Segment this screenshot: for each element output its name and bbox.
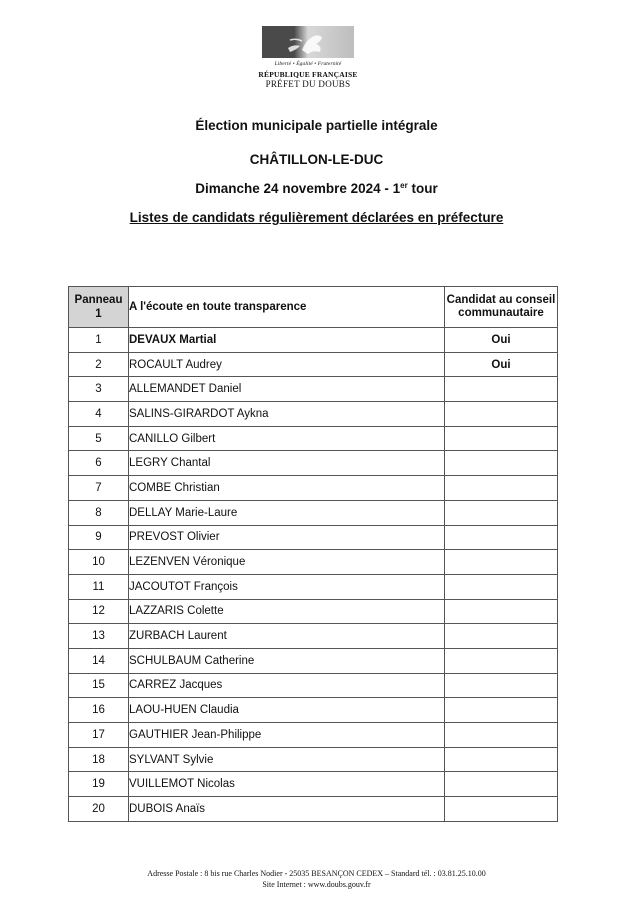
table-row — [69, 747, 558, 772]
conseil-header-line1: Candidat au conseil — [446, 294, 556, 306]
candidate-name: CARREZ Jacques — [129, 673, 445, 698]
candidate-number: 1 — [69, 328, 129, 353]
table-row — [69, 698, 558, 723]
table-row — [69, 500, 558, 525]
conseil-communautaire-cell — [445, 797, 558, 822]
candidate-number: 19 — [69, 772, 129, 797]
election-date — [0, 181, 633, 196]
table-row — [69, 624, 558, 649]
candidate-number: 4 — [69, 402, 129, 427]
conseil-communautaire-cell — [445, 599, 558, 624]
table-row — [69, 402, 558, 427]
list-name: A l'écoute en toute transparence — [129, 287, 445, 328]
election-title: Élection municipale partielle intégrale — [195, 118, 438, 133]
conseil-communautaire-cell — [445, 426, 558, 451]
table-row — [69, 772, 558, 797]
candidate-number: 5 — [69, 426, 129, 451]
table-row — [69, 525, 558, 550]
conseil-communautaire-cell — [445, 698, 558, 723]
footer-website: Site Internet : www.doubs.gouv.fr — [262, 880, 371, 889]
table-row — [69, 451, 558, 476]
candidate-number: 16 — [69, 698, 129, 723]
conseil-communautaire-cell — [445, 648, 558, 673]
marianne-logo-icon — [262, 26, 354, 58]
candidate-name: LEGRY Chantal — [129, 451, 445, 476]
candidate-name: ROCAULT Audrey — [129, 352, 445, 377]
candidate-name: DUBOIS Anaïs — [129, 797, 445, 822]
table-row — [69, 426, 558, 451]
candidate-name: LEZENVEN Véronique — [129, 550, 445, 575]
table-row — [69, 574, 558, 599]
candidate-number: 17 — [69, 723, 129, 748]
candidate-number: 10 — [69, 550, 129, 575]
conseil-communautaire-cell — [445, 377, 558, 402]
table-row — [69, 550, 558, 575]
conseil-communautaire-cell — [445, 402, 558, 427]
candidate-name: LAZZARIS Colette — [129, 599, 445, 624]
footer-address: Adresse Postale : 8 bis rue Charles Nodier - 25035 BESANÇON CEDEX – Standard tél. : 03.81.25.10.00 — [147, 869, 486, 878]
panneau-header — [69, 287, 129, 328]
candidate-number: 20 — [69, 797, 129, 822]
candidate-name: SALINS-GIRARDOT Aykna — [129, 402, 445, 427]
candidate-number: 14 — [69, 648, 129, 673]
conseil-communautaire-cell — [445, 673, 558, 698]
candidate-name: VUILLEMOT Nicolas — [129, 772, 445, 797]
candidate-number: 11 — [69, 574, 129, 599]
table-row — [69, 797, 558, 822]
candidate-name: SYLVANT Sylvie — [129, 747, 445, 772]
candidate-number: 9 — [69, 525, 129, 550]
table-row — [69, 648, 558, 673]
conseil-communautaire-cell — [445, 723, 558, 748]
conseil-communautaire-cell — [445, 747, 558, 772]
candidate-name: LAOU-HUEN Claudia — [129, 698, 445, 723]
conseil-communautaire-cell — [445, 476, 558, 501]
prefecture-logo — [255, 26, 361, 89]
conseil-header-line2: communautaire — [458, 307, 544, 319]
date-tail: tour — [407, 181, 438, 196]
conseil-communautaire-cell: Oui — [445, 328, 558, 353]
conseil-header — [445, 287, 558, 328]
candidate-name: DELLAY Marie-Laure — [129, 500, 445, 525]
candidate-name: DEVAUX Martial — [129, 328, 445, 353]
candidate-name: COMBE Christian — [129, 476, 445, 501]
conseil-communautaire-cell — [445, 525, 558, 550]
table-row — [69, 673, 558, 698]
candidate-name: CANILLO Gilbert — [129, 426, 445, 451]
table-row — [69, 377, 558, 402]
candidate-number: 3 — [69, 377, 129, 402]
table-header-row — [69, 287, 558, 328]
lists-subtitle: Listes de candidats régulièrement déclarées en préfecture — [129, 210, 504, 225]
candidate-number: 2 — [69, 352, 129, 377]
candidate-name: JACOUTOT François — [129, 574, 445, 599]
candidate-name: ALLEMANDET Daniel — [129, 377, 445, 402]
date-main: Dimanche 24 novembre 2024 - 1 — [195, 181, 401, 196]
candidate-number: 6 — [69, 451, 129, 476]
table-row — [69, 328, 558, 353]
candidate-name: SCHULBAUM Catherine — [129, 648, 445, 673]
candidate-number: 7 — [69, 476, 129, 501]
table-row — [69, 476, 558, 501]
candidate-name: ZURBACH Laurent — [129, 624, 445, 649]
conseil-communautaire-cell — [445, 500, 558, 525]
conseil-communautaire-cell — [445, 574, 558, 599]
conseil-communautaire-cell — [445, 624, 558, 649]
candidate-name: GAUTHIER Jean-Philippe — [129, 723, 445, 748]
conseil-communautaire-cell — [445, 451, 558, 476]
candidate-number: 13 — [69, 624, 129, 649]
conseil-communautaire-cell: Oui — [445, 352, 558, 377]
candidate-number: 12 — [69, 599, 129, 624]
commune-name: CHÂTILLON-LE-DUC — [249, 152, 384, 167]
panneau-number: 1 — [95, 308, 102, 320]
candidate-name: PREVOST Olivier — [129, 525, 445, 550]
republic-name: RÉPUBLIQUE FRANÇAISE — [258, 70, 358, 79]
table-row — [69, 723, 558, 748]
date-superscript: er — [400, 181, 408, 190]
prefet-name: PRÉFET DU DOUBS — [265, 79, 351, 89]
conseil-communautaire-cell — [445, 772, 558, 797]
candidate-number: 15 — [69, 673, 129, 698]
conseil-communautaire-cell — [445, 550, 558, 575]
republic-motto: Liberté • Égalité • Fraternité — [274, 61, 342, 67]
candidate-number: 8 — [69, 500, 129, 525]
table-row — [69, 352, 558, 377]
candidates-table — [68, 286, 558, 822]
panneau-label: Panneau — [74, 294, 123, 306]
table-row — [69, 599, 558, 624]
candidate-number: 18 — [69, 747, 129, 772]
